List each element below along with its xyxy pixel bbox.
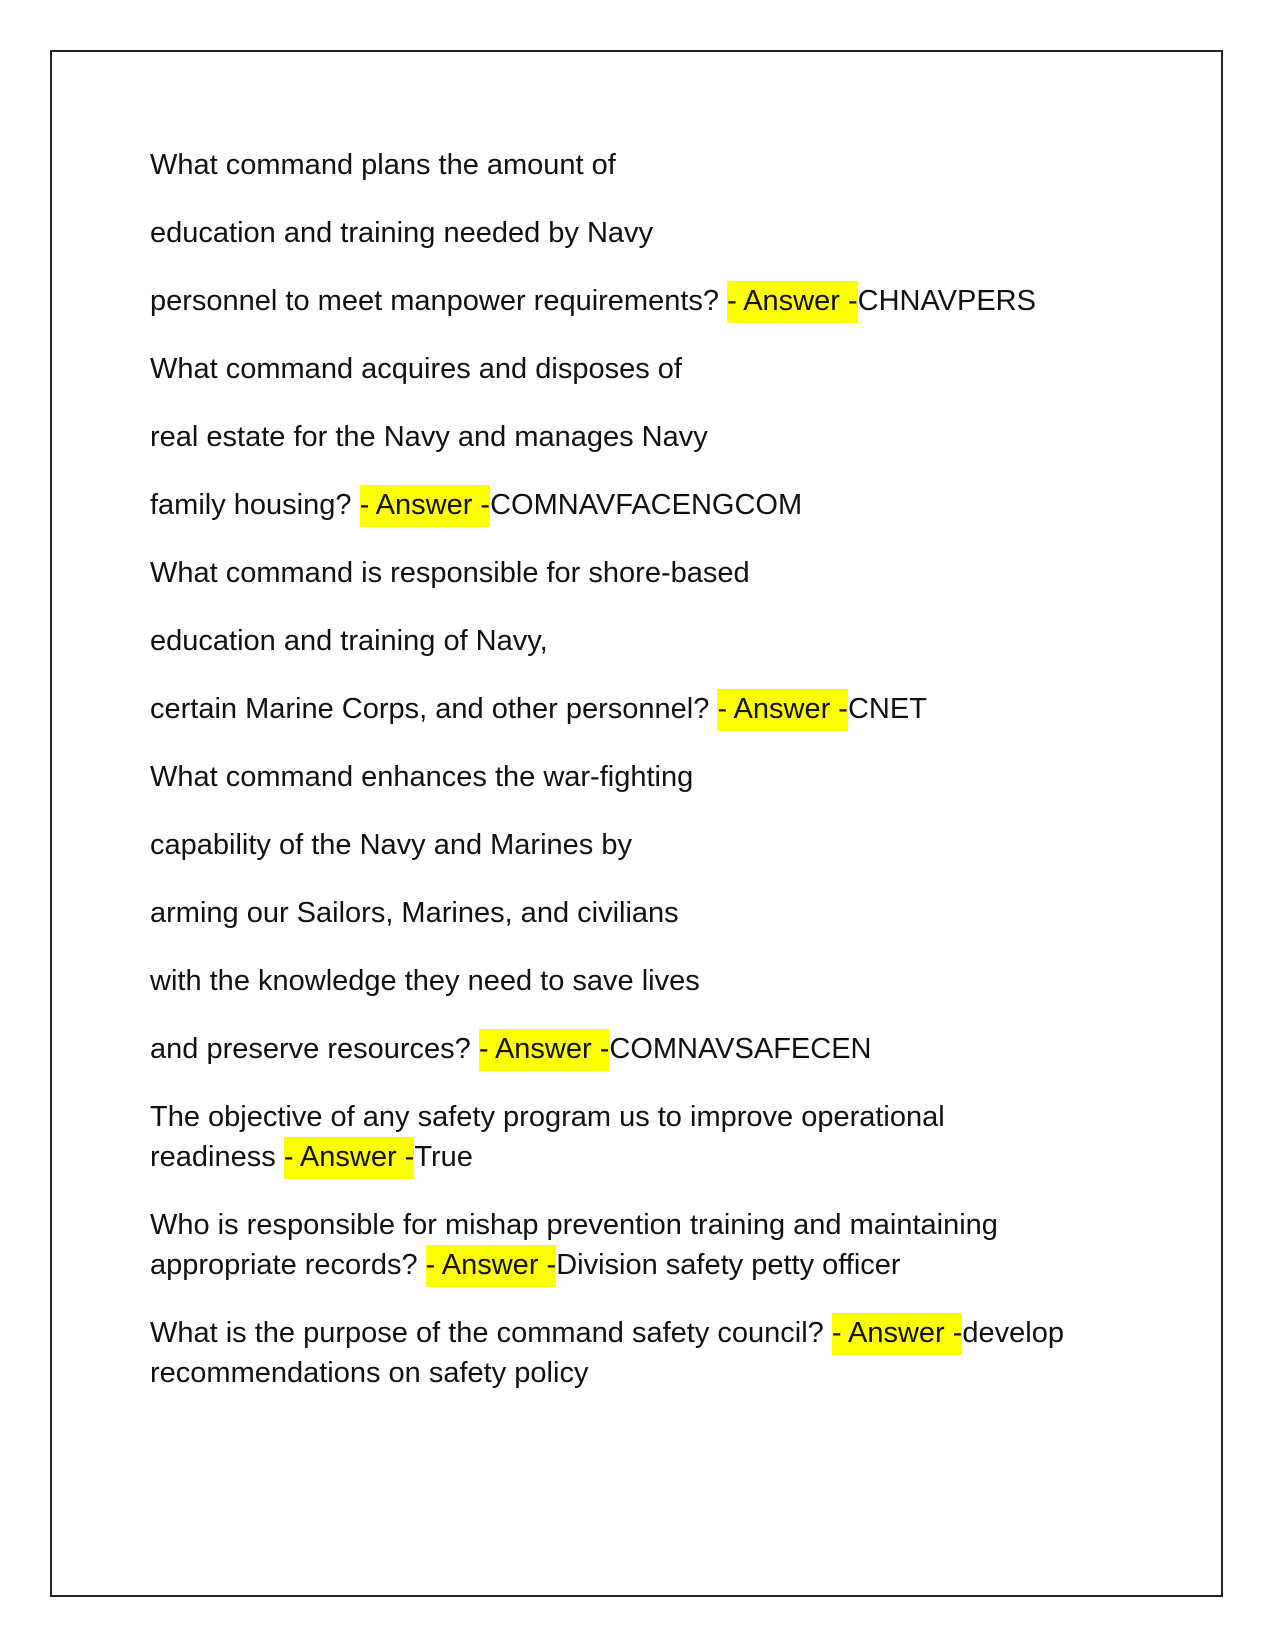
question-7-line-1 xyxy=(150,1313,1140,1353)
question-text: What command enhances the war-fighting xyxy=(150,761,694,793)
answer-text: True xyxy=(414,1141,473,1173)
question-5-line-2 xyxy=(150,1137,1140,1177)
answer-marker-highlight: - Answer - xyxy=(832,1313,963,1355)
document-body xyxy=(150,145,1140,1421)
question-3-line-3 xyxy=(150,689,1140,757)
question-1-line-2 xyxy=(150,213,1140,281)
question-text: real estate for the Navy and manages Navy xyxy=(150,421,708,453)
answer-text: CHNAVPERS xyxy=(857,285,1036,317)
answer-marker-highlight: - Answer - xyxy=(426,1245,557,1287)
question-6-line-1 xyxy=(150,1205,1140,1245)
question-4-line-2 xyxy=(150,825,1140,893)
answer-marker-highlight: - Answer - xyxy=(717,689,848,731)
question-text: with the knowledge they need to save lives xyxy=(150,965,700,997)
question-3-line-1 xyxy=(150,553,1140,621)
question-text: What command is responsible for shore-based xyxy=(150,557,750,589)
question-2-line-3 xyxy=(150,485,1140,553)
answer-marker-highlight: - Answer - xyxy=(284,1137,415,1179)
question-3-line-2 xyxy=(150,621,1140,689)
answer-text: COMNAVSAFECEN xyxy=(609,1033,872,1065)
question-text: readiness xyxy=(150,1141,284,1173)
question-4-line-5 xyxy=(150,1029,1140,1097)
question-6 xyxy=(150,1205,1140,1285)
question-text: The objective of any safety program us to improve operational xyxy=(150,1101,945,1133)
question-5-line-1 xyxy=(150,1097,1140,1137)
question-text: What is the purpose of the command safety council? xyxy=(150,1317,832,1349)
question-2-line-2 xyxy=(150,417,1140,485)
question-7 xyxy=(150,1313,1140,1393)
question-1-line-3 xyxy=(150,281,1140,349)
answer-text: develop xyxy=(962,1317,1064,1349)
question-text: personnel to meet manpower requirements? xyxy=(150,285,728,317)
question-6-line-2 xyxy=(150,1245,1140,1285)
question-4-line-3 xyxy=(150,893,1140,961)
question-text: capability of the Navy and Marines by xyxy=(150,829,632,861)
answer-text: COMNAVFACENGCOM xyxy=(490,489,803,521)
answer-marker-highlight: - Answer - xyxy=(727,281,858,323)
question-text: appropriate records? xyxy=(150,1249,426,1281)
answer-marker-highlight: - Answer - xyxy=(479,1029,610,1071)
answer-text: CNET xyxy=(847,693,927,725)
answer-marker-highlight: - Answer - xyxy=(360,485,491,527)
question-text: Who is responsible for mishap prevention training and maintaining xyxy=(150,1209,998,1241)
question-text: family housing? xyxy=(150,489,360,521)
question-text: and preserve resources? xyxy=(150,1033,479,1065)
question-text: certain Marine Corps, and other personnel? xyxy=(150,693,718,725)
answer-text-continuation: recommendations on safety policy xyxy=(150,1357,589,1389)
question-4-line-4 xyxy=(150,961,1140,1029)
question-7-line-2 xyxy=(150,1353,1140,1393)
question-text: What command plans the amount of xyxy=(150,149,616,181)
question-1-line-1 xyxy=(150,145,1140,213)
question-text: arming our Sailors, Marines, and civilians xyxy=(150,897,679,929)
question-5 xyxy=(150,1097,1140,1177)
answer-text: Division safety petty officer xyxy=(556,1249,901,1281)
question-4-line-1 xyxy=(150,757,1140,825)
question-text: What command acquires and disposes of xyxy=(150,353,682,385)
question-text: education and training needed by Navy xyxy=(150,217,654,249)
question-2-line-1 xyxy=(150,349,1140,417)
question-text: education and training of Navy, xyxy=(150,625,548,657)
